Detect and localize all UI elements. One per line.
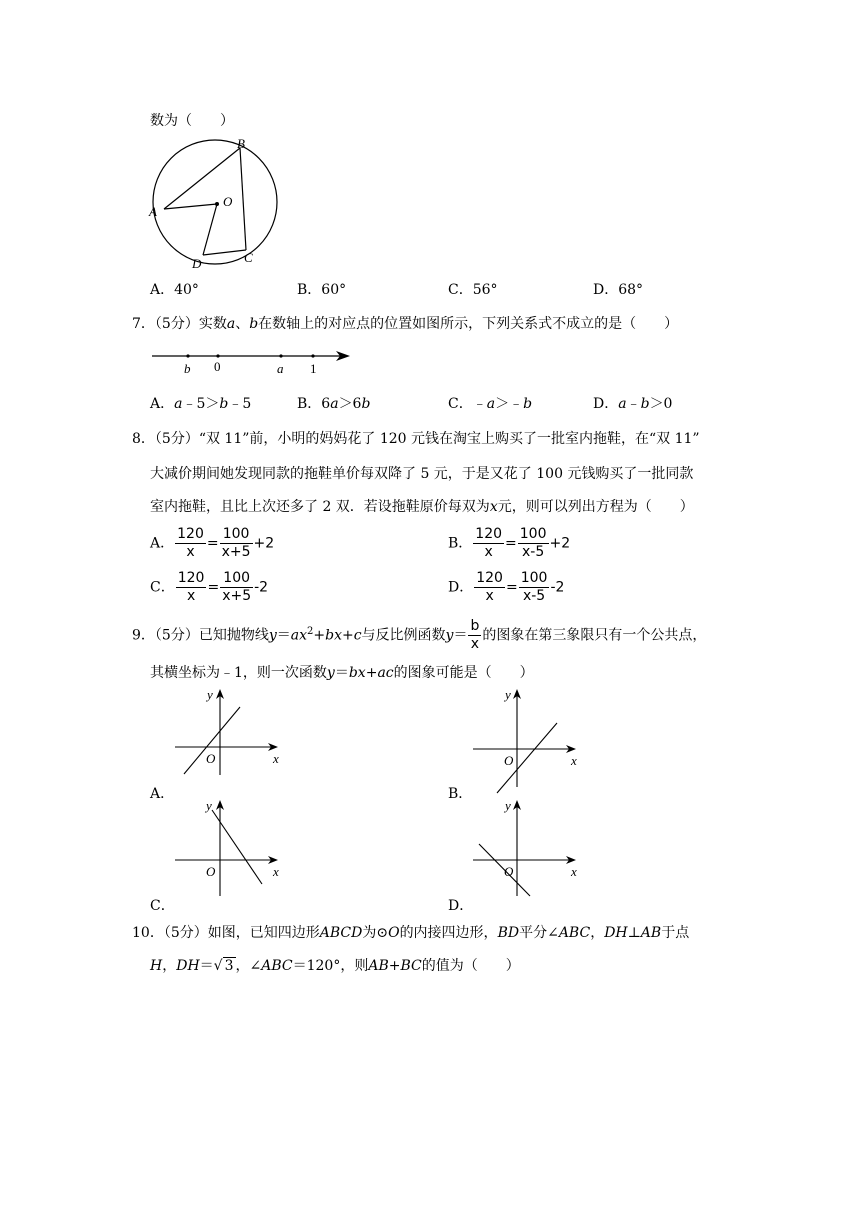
- svg-text:y: y: [206, 798, 212, 813]
- label-a: A: [149, 204, 157, 219]
- q10-line-2: H，DH＝√ 3 ，∠ABC＝120°，则AB+BC的值为（ ）: [150, 958, 520, 974]
- circle-o: [153, 140, 277, 264]
- svg-text:O: O: [504, 753, 514, 768]
- q6-circle-figure: [140, 138, 290, 273]
- svg-text:y: y: [505, 798, 511, 813]
- q9-line-1: 9．（5分）已知抛物线$y=ax^2+bx+c$与反比例函数y＝ $\frac{b}{x}$ 的图象在第三象限只有一个公共点，: [132, 618, 707, 652]
- q7-stem: 7．（5分）实数a、b在数轴上的对应点的位置如图所示，下列关系式不成立的是（ ）: [132, 316, 679, 332]
- segment-od: [203, 204, 217, 255]
- center-point: [215, 202, 219, 206]
- svg-text:O: O: [504, 864, 514, 879]
- q9-option-c: C．: [150, 898, 175, 914]
- svg-text:y: y: [505, 687, 511, 702]
- q6-option-a: A．40°: [150, 282, 199, 298]
- q7-option-b: B．6a＞6b: [297, 396, 371, 412]
- q9-graph-a: [172, 687, 292, 777]
- q10-line-1: 10．（5分）如图，已知四边形ABCD为⊙O的内接四边形，BD平分∠ABC，DH⊥AB于点: [132, 925, 690, 941]
- svg-text:O: O: [206, 751, 216, 766]
- segment-dc: [203, 250, 246, 255]
- q9-option-b: B．: [448, 786, 473, 802]
- q6-option-b: B．60°: [297, 282, 347, 298]
- q6-option-c: C．56°: [448, 282, 498, 298]
- q8-line-3: 室内拖鞋，且比上次还多了 2 双．若设拖鞋原价每双为x元，则可以列出方程为（ ）: [150, 499, 694, 515]
- segment-bc: [240, 148, 246, 250]
- q7-number-line: [150, 345, 355, 377]
- label-o: O: [223, 194, 233, 209]
- q9-line-2: 其横坐标为﹣1，则一次函数y＝bx+ac的图象可能是（ ）: [150, 665, 534, 681]
- label-b: B: [237, 136, 245, 151]
- svg-text:O: O: [206, 864, 216, 879]
- q9-graph-c: [172, 798, 292, 898]
- q6-option-d: D．68°: [593, 282, 644, 298]
- label-d: D: [192, 256, 202, 271]
- q8-option-d: D． $\frac{120}{x}$ = $\frac{100}{x-5}$ -2: [448, 570, 565, 604]
- numberline-one: 1: [310, 361, 317, 376]
- q7-option-c: C．﹣a＞﹣b: [448, 396, 533, 412]
- svg-text:x: x: [273, 864, 279, 879]
- q8-line-2: 大减价期间她发现同款的拖鞋单价每双降了 5 元，于是又花了 100 元钱购买了一批同款: [150, 466, 694, 482]
- q9-option-a: A．: [150, 786, 175, 802]
- svg-text:x: x: [273, 751, 279, 766]
- q8-line-1: 8．（5分）“双 11”前，小明的妈妈花了 120 元钱在淘宝上购买了一批室内拖鞋，在“双 11”: [132, 431, 700, 447]
- numberline-a: a: [277, 361, 284, 376]
- svg-text:x: x: [571, 864, 577, 879]
- sqrt-3: √ 3: [213, 958, 234, 974]
- numberline-b: b: [184, 361, 191, 376]
- q7-option-a: A．a﹣5＞b﹣5: [150, 396, 252, 412]
- numberline-zero: 0: [214, 359, 221, 374]
- q9-graph-b: [470, 687, 590, 797]
- q9-option-d: D．: [448, 898, 474, 914]
- q6-tail: 数为（ ）: [150, 113, 234, 129]
- q9-graph-d: [470, 798, 590, 898]
- segment-ao: [164, 204, 217, 209]
- q8-option-a: A． $\frac{120}{x}$ = $\frac{100}{x+5}$ +2: [150, 526, 275, 560]
- q8-option-b: B． $\frac{120}{x}$ = $\frac{100}{x-5}$ +2: [448, 526, 571, 560]
- q7-option-d: D．a﹣b＞0: [593, 396, 673, 412]
- label-c: C: [244, 250, 253, 265]
- q8-option-c: C． $\frac{120}{x}$ = $\frac{100}{x+5}$ -2: [150, 570, 269, 604]
- svg-text:y: y: [207, 687, 213, 702]
- svg-text:x: x: [571, 753, 577, 768]
